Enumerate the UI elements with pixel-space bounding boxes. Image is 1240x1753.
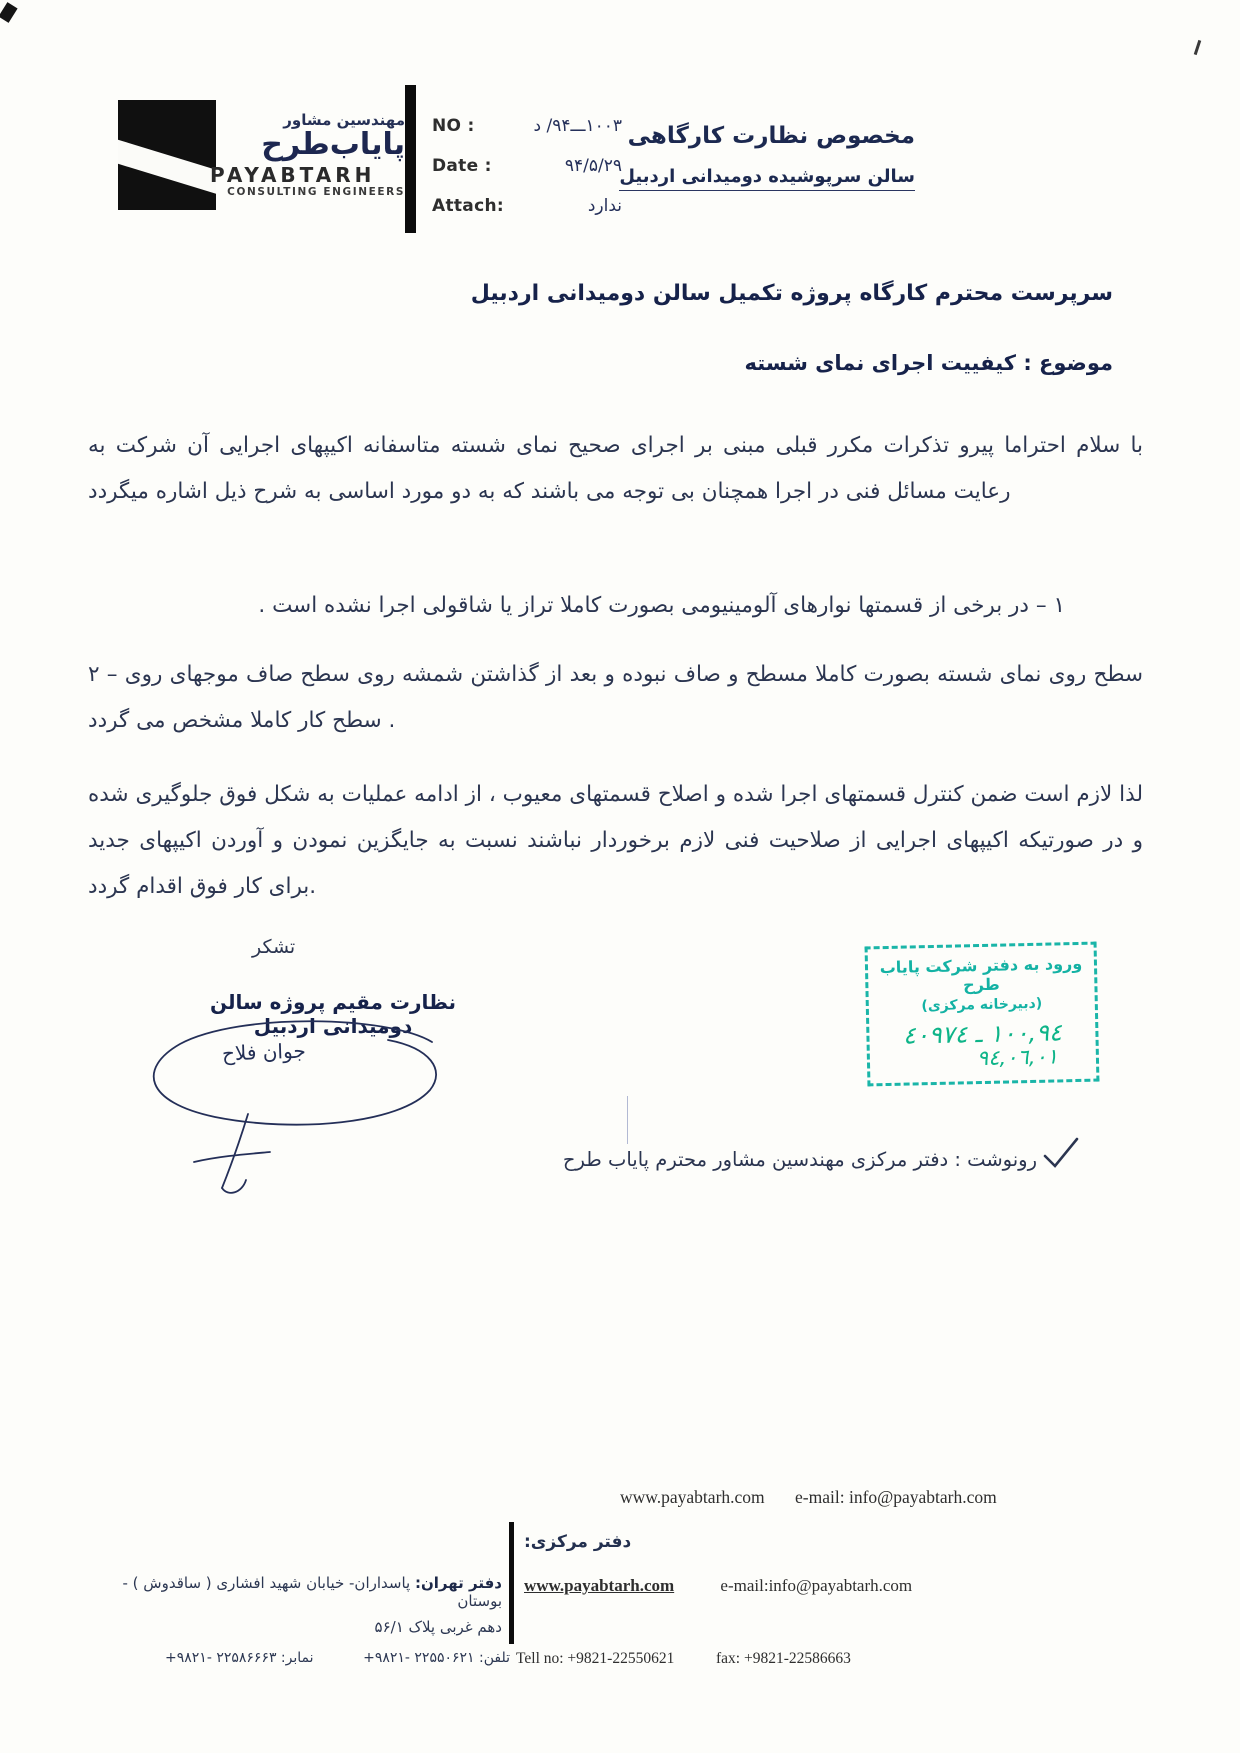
- attachment-label: Attach:: [432, 196, 504, 216]
- logo-wordmark: [210, 112, 405, 199]
- footer-web-email-row: [524, 1576, 912, 1596]
- footer-contacts-persian: [165, 1650, 510, 1666]
- footer-fax-en: fax: +9821-22586663: [716, 1650, 851, 1667]
- field-date: [432, 156, 622, 176]
- checkmark-icon: [1042, 1136, 1080, 1170]
- stamp-handwritten-date: ٩٤,٠٦,٠١: [976, 1044, 1059, 1071]
- footer-phone-en: Tell no: +9821-22550621: [516, 1650, 675, 1667]
- field-number: [432, 116, 622, 136]
- logo-persian-tagline: مهندسین مشاور: [283, 111, 405, 129]
- list-item-2: ۲ – سطح روی نمای شسته بصورت کاملا مسطح و صاف نبوده و بعد از گذاشتن شمشه روی سطح صاف موجهای روی سطح کار کاملا مشخص می گردد .: [88, 662, 1143, 733]
- footer-address-line2: دهم غربی پلاک ۵۶/۱: [374, 1618, 502, 1636]
- number-label: NO :: [432, 116, 475, 136]
- recipient-line: سرپرست محترم کارگاه پروژه تکمیل سالن دومیدانی اردبیل: [470, 281, 1113, 306]
- stamp-handwritten-number: ١٠٠,٩٤ ـ ٤٠٩٧٤: [902, 1018, 1063, 1050]
- number-value: ۱۰۰۳ـــ۹۴/ د: [533, 116, 622, 136]
- field-attachment: [432, 196, 622, 216]
- scan-artifact: [627, 1096, 628, 1144]
- letterhead-classification: [619, 123, 915, 191]
- footer-phone-fa: تلفن: ۲۲۵۵۰۶۲۱ -۹۸۲۱+: [363, 1650, 510, 1666]
- entry-stamp: [865, 942, 1100, 1087]
- footer-tehran-label: دفتر تهران:: [414, 1574, 502, 1592]
- body-paragraph-1: با سلام احتراما پیرو تذکرات مکرر قبلی مبنی بر اجرای صحیح نمای شسته متاسفانه اکیپهای اجرایی آن شرکت به رعایت مسائل فنی در اجرا همچنان بی توجه می باشند که به دو مورد اساسی به شرح ذیل اشاره میگردد: [88, 433, 1143, 504]
- company-logo: [118, 100, 216, 210]
- logo-latin-name: PAYABTARH: [210, 163, 376, 187]
- footer-website: www.payabtarh.com: [524, 1576, 675, 1595]
- letterhead-divider-bar: [405, 85, 416, 233]
- logo-persian-name: پایاب‌طرح: [261, 127, 405, 162]
- footer-web-email-top: [620, 1487, 1023, 1508]
- date-value: ۹۴/۵/۲۹: [564, 156, 622, 176]
- footer-tehran-street: پاسداران- خیابان شهید افشاری ( ساقدوش ) - بوستان: [122, 1574, 502, 1610]
- footer-email: e-mail:info@payabtarh.com: [720, 1576, 913, 1595]
- footer-website-top: www.payabtarh.com: [620, 1487, 765, 1507]
- footer-tehran-address: [108, 1574, 502, 1610]
- footer-divider-bar: [509, 1522, 514, 1644]
- body-paragraph-2: لذا لازم است ضمن کنترل قسمتهای اجرا شده و اصلاح قسمتهای معیوب ، از ادامه عملیات به شکل فوق جلوگیری شده و در صورتیکه اکیپهای اجرایی از صلاحیت فنی لازم برخوردار نباشند نسبت به جایگزین نمودن و آوردن اکیپهای جدید برای کار فوق اقدام گردد.: [88, 782, 1143, 899]
- project-name-line: سالن سرپوشیده دومیدانی اردبیل: [619, 166, 915, 191]
- signer-name: جوان فلاح: [221, 1038, 307, 1066]
- logo-latin-subtitle: CONSULTING ENGINEERS: [227, 186, 405, 198]
- handwritten-signature: [120, 1002, 460, 1202]
- footer-fax-fa: نمابر: ۲۲۵۸۶۶۶۳ -۹۸۲۱+: [165, 1650, 314, 1666]
- footer-central-office-label: دفتر مرکزی:: [524, 1532, 632, 1552]
- signer-title: نظارت مقیم پروژه سالن دومیدانی اردبیل: [209, 990, 456, 1038]
- stamp-subtitle: (دبیرخانه مرکزی): [921, 995, 1043, 1015]
- cc-line: رونوشت : دفتر مرکزی مهندسین مشاور محترم پایاب طرح: [562, 1148, 1037, 1171]
- closing-thanks: تشکر: [252, 936, 296, 958]
- scan-artifact: [1194, 40, 1201, 55]
- subject-line: موضوع : کیفییت اجرای نمای شسته: [744, 351, 1113, 375]
- scan-artifact: [0, 2, 18, 23]
- attachment-value: ندارد: [587, 196, 622, 216]
- classification-line: مخصوص نظارت کارگاهی: [627, 123, 915, 149]
- list-item-1: ۱ – در برخی از قسمتها نوارهای آلومینیومی بصورت کاملا تراز یا شاقولی اجرا نشده است .: [258, 593, 1065, 618]
- logo-stripe-shape: [118, 137, 216, 198]
- footer-email-top: e-mail: info@payabtarh.com: [795, 1487, 997, 1507]
- date-label: Date :: [432, 156, 492, 176]
- letterhead-fields: [432, 116, 622, 236]
- stamp-title: ورود به دفتر شرکت پایاب طرح: [879, 953, 1083, 995]
